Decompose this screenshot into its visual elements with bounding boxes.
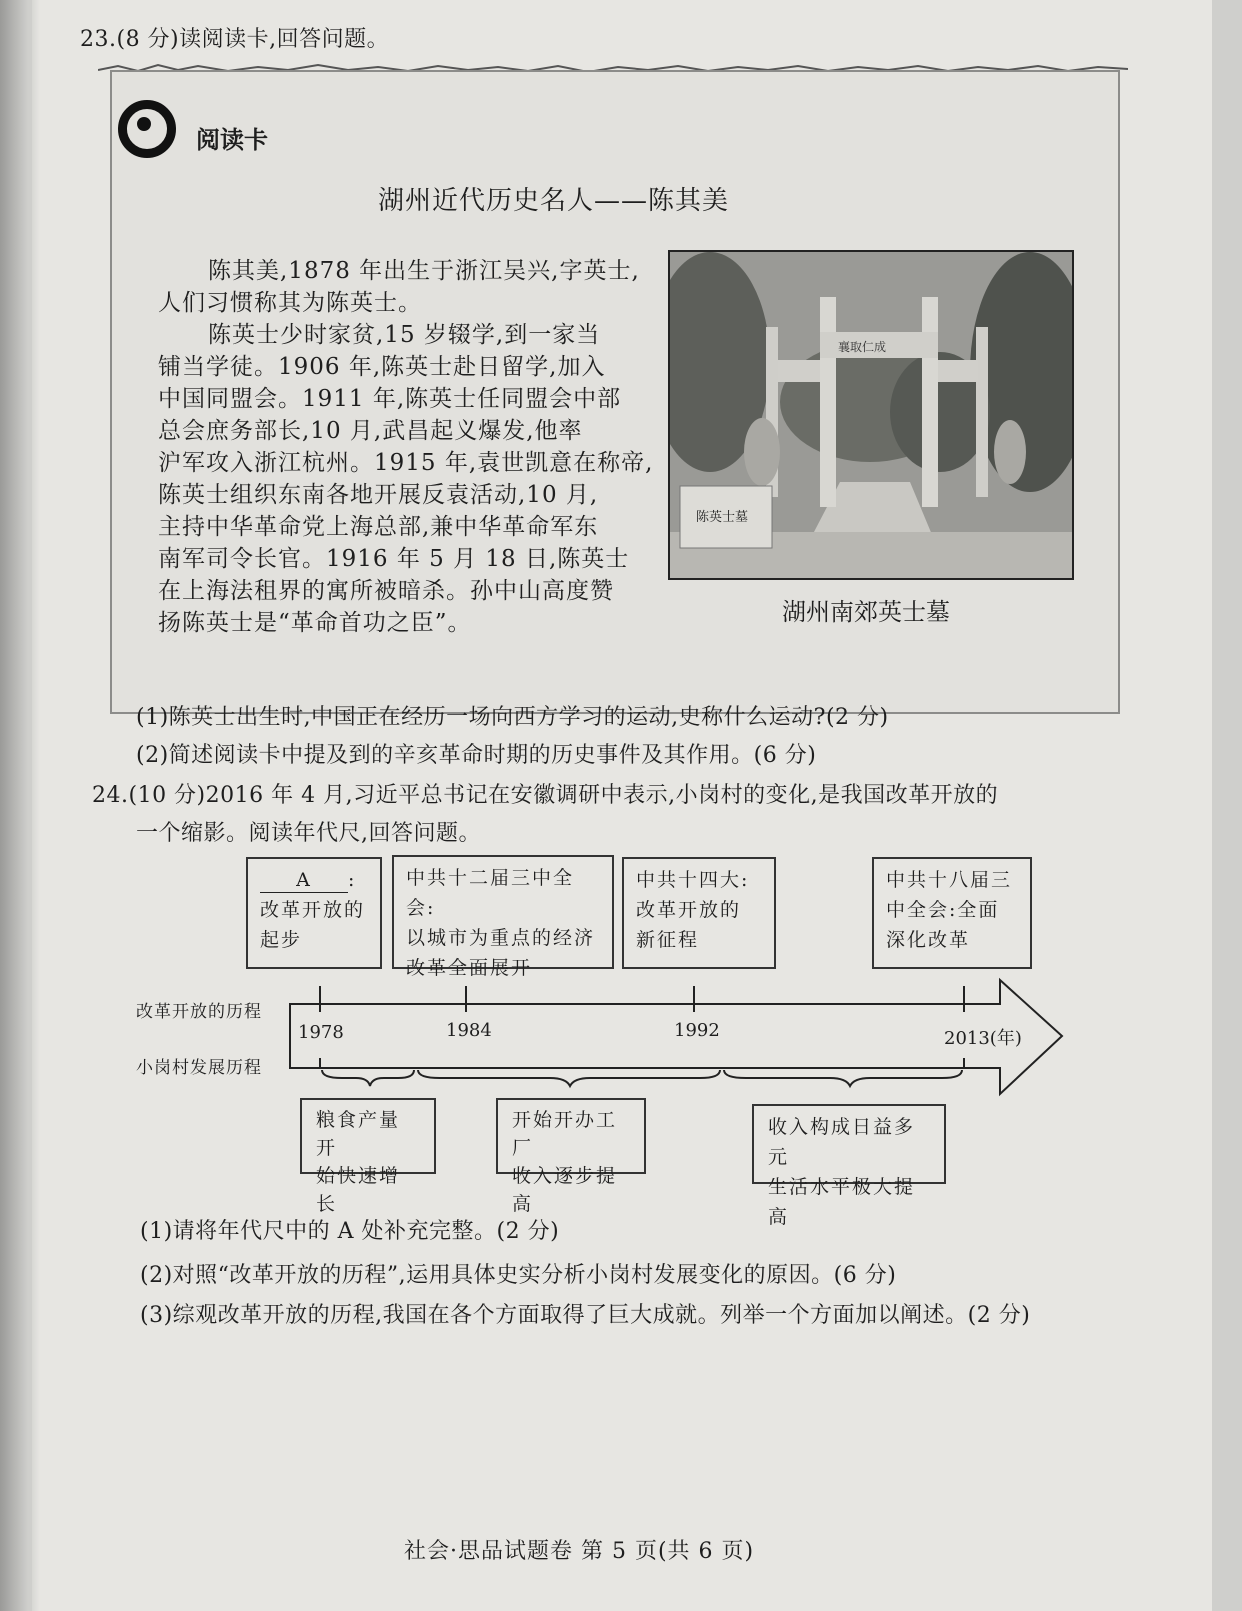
reading-card-label: 阅读卡	[196, 126, 268, 154]
q24-subquestion-2: (2)对照“改革开放的历程”,运用具体史实分析小岗村发展变化的原因。(6 分)	[140, 1263, 897, 1288]
box-line: 中共十二届三中全会:	[406, 867, 575, 919]
q24-subquestion-1: (1)请将年代尺中的 A 处补充完整。(2 分)	[140, 1219, 560, 1244]
box-line: 起步	[260, 929, 303, 951]
year-2013: 2013(年)	[944, 1028, 1022, 1049]
village-box-2	[496, 1098, 646, 1215]
tomb-sign: 陈英士墓	[696, 510, 749, 525]
brace-1992-2013	[724, 1070, 962, 1086]
paragraph-line: 扬陈英士是“革命首功之臣”。	[158, 610, 472, 636]
reading-card-title: 湖州近代历史名人——陈其美	[378, 186, 730, 216]
box-line: 以城市为重点的经济	[406, 927, 596, 949]
box-line: 深化改革	[886, 929, 971, 951]
paragraph-line: 铺当学徒。1906 年,陈英士赴日留学,加入	[158, 354, 606, 380]
q23-subquestion-2: (2)简述阅读卡中提及到的辛亥革命时期的历史事件及其作用。(6 分)	[136, 743, 817, 768]
box-line: 新征程	[636, 929, 700, 951]
box-line: 中共十八届三	[886, 869, 1013, 891]
box-line: 生活水平极大提高	[768, 1176, 916, 1228]
box-line: 改革全面展开	[406, 957, 533, 979]
box-line: 中全会:全面	[886, 899, 1000, 921]
paragraph-line: 陈英士少时家贫,15 岁辍学,到一家当	[208, 322, 601, 348]
paragraph-line: 总会庶务部长,10 月,武昌起义爆发,他率	[158, 418, 583, 444]
year-1984: 1984	[446, 1020, 492, 1041]
box-line: 改革开放的	[636, 899, 742, 921]
q24-header-line2: 一个缩影。阅读年代尺,回答问题。	[136, 821, 481, 846]
paragraph-line: 陈英士组织东南各地开展反袁活动,10 月,	[158, 482, 599, 508]
paragraph-line: 陈其美,1878 年出生于浙江吴兴,字英士,	[208, 258, 640, 284]
box-line: 改革开放的	[260, 899, 366, 921]
village-box-3	[752, 1104, 946, 1228]
paragraph-line: 在上海法租界的寓所被暗杀。孙中山高度赞	[158, 578, 614, 604]
page-footer: 社会·思品试题卷 第 5 页(共 6 页)	[404, 1539, 755, 1564]
box-line: 收入构成日益多元	[768, 1116, 916, 1168]
row-label-reform: 改革开放的历程	[136, 1002, 262, 1022]
blank-a: A	[260, 868, 348, 893]
year-1992: 1992	[674, 1020, 720, 1041]
arch-inscription: 襄取仁成	[838, 340, 887, 354]
box-line: 始快速增长	[316, 1165, 401, 1215]
paragraph-line: 南军司令长官。1916 年 5 月 18 日,陈英士	[158, 546, 630, 572]
q24-header-line1: 24.(10 分)2016 年 4 月,习近平总书记在安徽调研中表示,小岗村的变化,是我国改革开放的	[92, 783, 999, 808]
paragraph-line: 人们习惯称其为陈英士。	[158, 290, 422, 316]
box-line: 收入逐步提高	[512, 1165, 618, 1215]
brace-1978-1984	[322, 1070, 414, 1086]
paragraph-line: 主持中华革命党上海总部,兼中华革命军东	[158, 514, 599, 540]
blank-line[interactable]: A :	[260, 865, 368, 895]
row-label-village: 小岗村发展历程	[136, 1058, 262, 1078]
q23-header: 23.(8 分)读阅读卡,回答问题。	[80, 27, 390, 52]
photo-caption: 湖州南郊英士墓	[782, 598, 950, 626]
year-1978: 1978	[298, 1022, 344, 1043]
brace-1984-1992	[418, 1070, 720, 1086]
q24-subquestion-3: (3)综观改革开放的历程,我国在各个方面取得了巨大成就。列举一个方面加以阐述。(2 分)	[140, 1303, 1031, 1328]
q23-subquestion-1: (1)陈英士出生时,中国正在经历一场向西方学习的运动,史称什么运动?(2 分)	[136, 705, 889, 730]
box-line: 粮食产量开	[316, 1109, 401, 1159]
box-line: 开始开办工厂	[512, 1109, 618, 1159]
paragraph-line: 沪军攻入浙江杭州。1915 年,袁世凯意在称帝,	[158, 450, 654, 476]
paragraph-line: 中国同盟会。1911 年,陈英士任同盟会中部	[158, 386, 622, 412]
box-line: 中共十四大:	[636, 869, 750, 891]
village-box-1	[300, 1098, 436, 1215]
